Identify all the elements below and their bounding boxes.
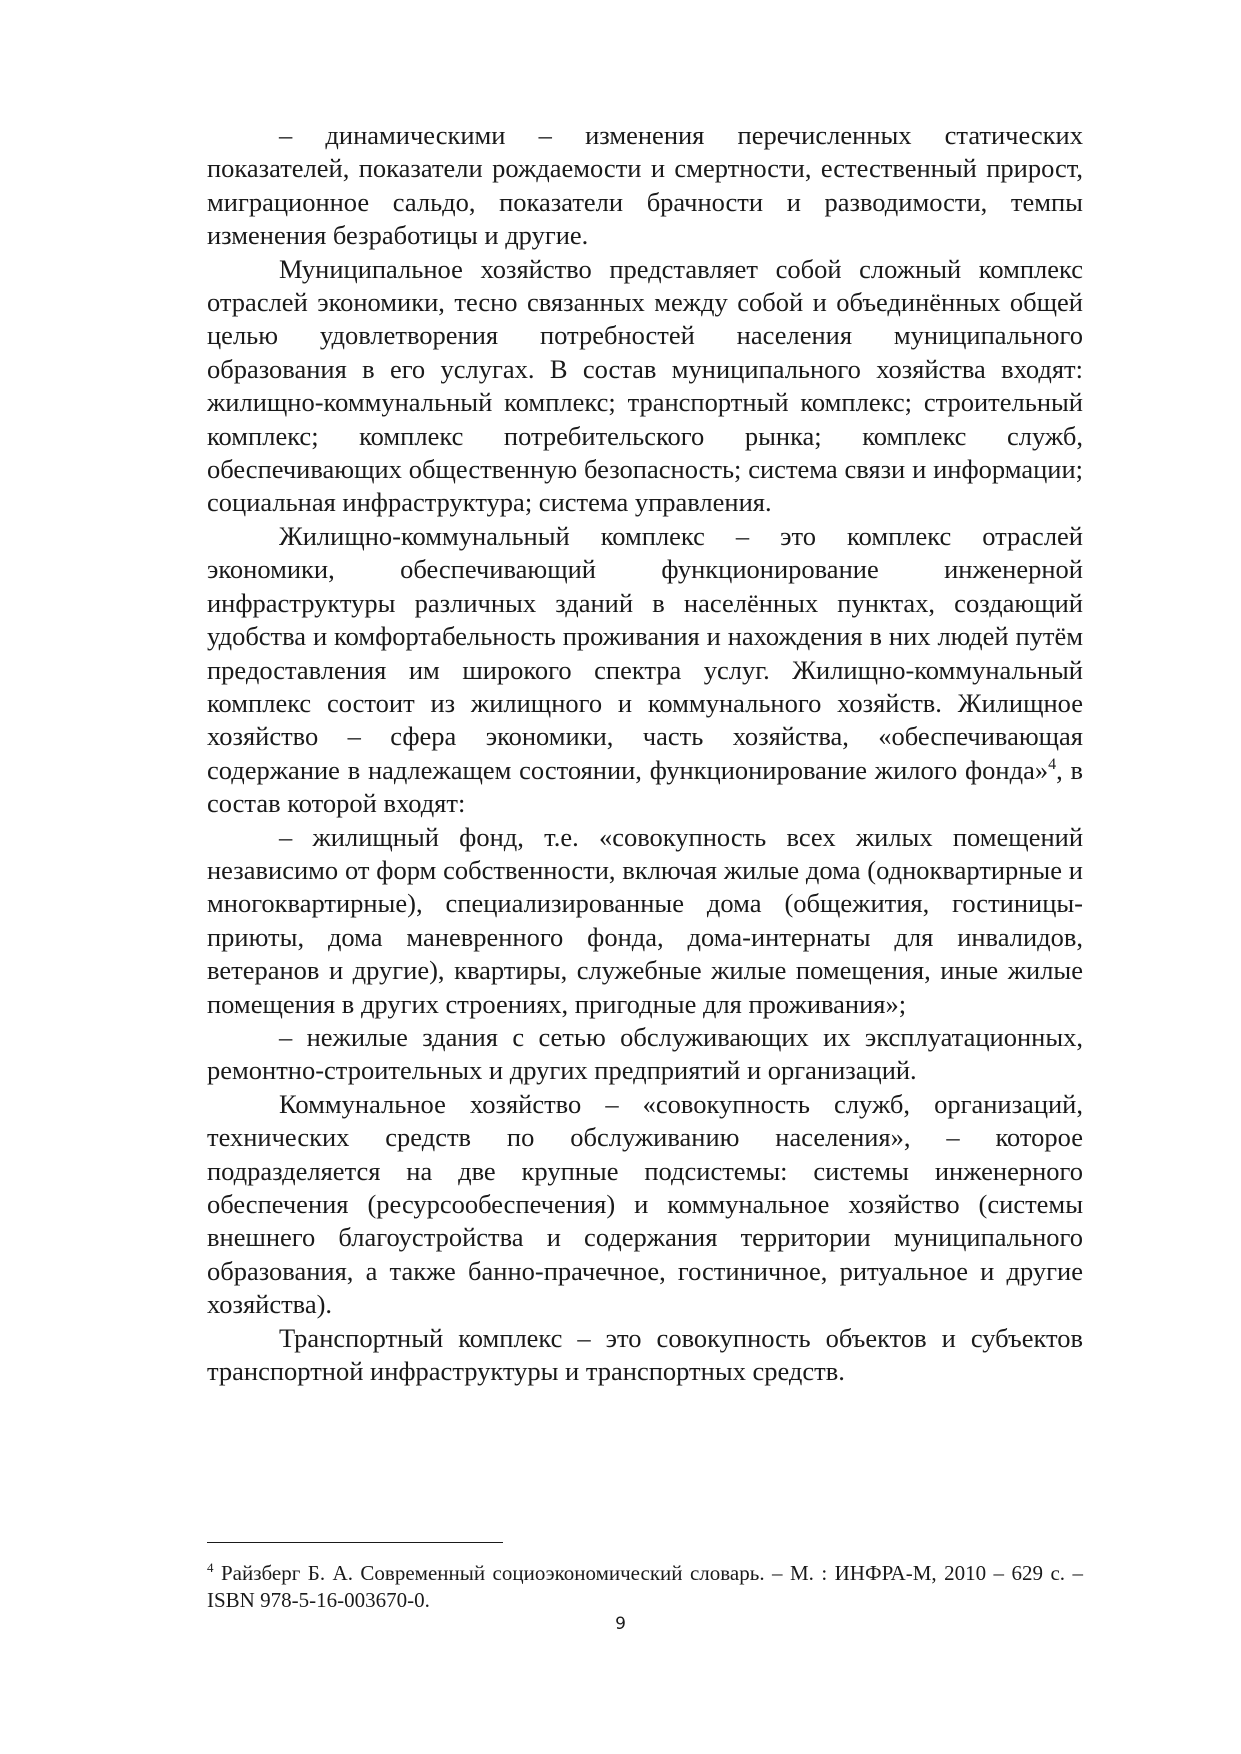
footnote-text: Райзберг Б. А. Современный социоэкономический словарь. – М. : ИНФРА-М, 2010 – 629 с. – ISBN 978-5-16-003670-0. bbox=[207, 1561, 1083, 1612]
paragraph-dynamic-indicators: – динамическими – изменения перечисленных статических показателей, показатели рождаемости и смертности, естественный прирост, миграционное сальдо, показатели брачности и разводимости, темпы изменения безработицы и другие. bbox=[207, 120, 1083, 251]
footnote bbox=[207, 1560, 1083, 1614]
paragraph-non-residential: – нежилые здания с сетью обслуживающих их эксплуатационных, ремонтно-строительных и других предприятий и организаций. bbox=[207, 1021, 1083, 1086]
footnote-separator bbox=[207, 1542, 503, 1543]
paragraph-communal-economy: Коммунальное хозяйство – «совокупность служб, организаций, технических средств по обслуживанию населения», – которое подразделяется на две крупные подсистемы: системы инженерного обеспечения (ресурсообеспечения) и коммунальное хозяйство (системы внешнего благоустройства и содержания территории муниципального образования, а также банно-прачечное, гостиничное, ритуальное и другие хозяйства). bbox=[207, 1088, 1083, 1320]
page-number: 9 bbox=[615, 1614, 626, 1634]
paragraph-housing-complex bbox=[207, 520, 1083, 821]
paragraph-housing-text-end: , в состав которой входят: bbox=[207, 754, 1083, 819]
paragraph-housing-fund: – жилищный фонд, т.е. «совокупность всех жилых помещений независимо от форм собственности, включая жилые дома (одноквартирные и многоквартирные), специализированные дома (общежития, гостиницы-приюты, дома маневренного фонда, дома-интернаты для инвалидов, ветеранов и другие), квартиры, служебные жилые помещения, иные жилые помещения в других строениях, пригодные для проживания»; bbox=[207, 821, 1083, 1019]
paragraph-transport-complex: Транспортный комплекс – это совокупность объектов и субъектов транспортной инфраструктуры и транспортных средств. bbox=[207, 1322, 1083, 1387]
footnote-reference[interactable]: 4 bbox=[1048, 755, 1057, 773]
paragraph-housing-text: Жилищно-коммунальный комплекс – это комплекс отраслей экономики, обеспечивающий функционирование инженерной инфраструктуры различных зданий в населённых пунктах, создающий удобства и комфортабельность проживания и нахождения в них людей путём предоставления им широкого спектра услуг. Жилищно-коммунальный комплекс состоит из жилищного и коммунального хозяйств. Жилищное хозяйство – сфера экономики, часть хозяйства, «обеспечивающая содержание в надлежащем состоянии, функционирование жилого фонда» bbox=[207, 520, 1083, 785]
paragraph-municipal-economy: Муниципальное хозяйство представляет собой сложный комплекс отраслей экономики, тесно связанных между собой и объединённых общей целью удовлетворения потребностей населения муниципального образования в его услугах. В состав муниципального хозяйства входят: жилищно-коммунальный комплекс; транспортный комплекс; строительный комплекс; комплекс потребительского рынка; комплекс служб, обеспечивающих общественную безопасность; система связи и информации; социальная инфраструктура; система управления. bbox=[207, 253, 1083, 518]
footnote-mark: 4 bbox=[207, 1560, 214, 1575]
page-body bbox=[207, 119, 1083, 1388]
